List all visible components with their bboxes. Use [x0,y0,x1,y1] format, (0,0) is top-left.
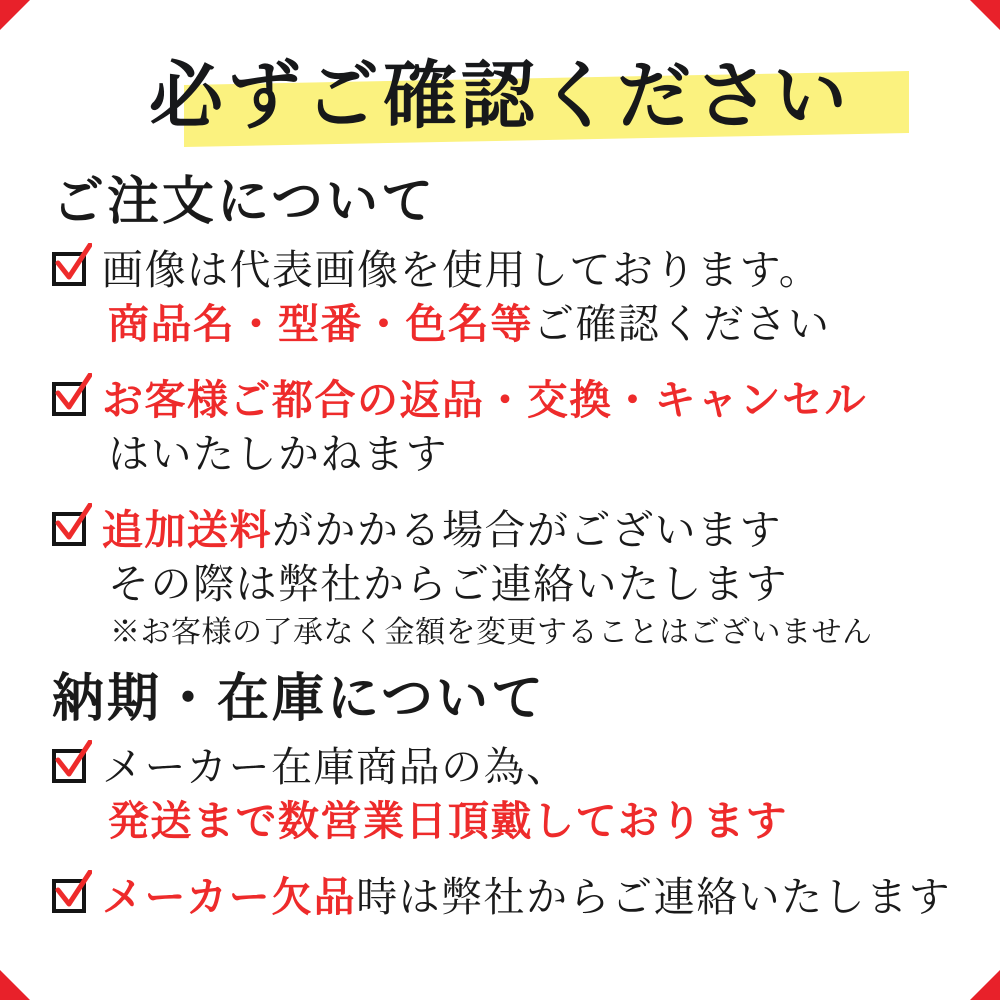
page-title: 必ずご確認ください [149,56,851,138]
item-line [102,503,956,557]
item-line [102,373,956,427]
item-text-red: 発送まで数営業日頂戴しております [108,798,788,845]
item-line [102,557,956,611]
list-item [50,373,956,481]
corner-accent-bottom-left [0,970,30,1000]
list-item [50,243,956,351]
item-text-black: 時は弊社からご連絡いたします [356,874,952,921]
checkbox-checked-icon [50,249,92,291]
item-text-red: お客様ご都合の返品・交換・キャンセル [102,377,867,424]
section-heading-orders: ご注文について [52,174,436,231]
item-text-black: ご確認ください [533,300,831,347]
item-text-black: メーカー在庫商品の為、 [102,744,569,791]
item-line [102,870,956,924]
item-text-black: がかかる場合がございます [272,507,782,554]
item-text-black: 画像は代表画像を使用しております。 [102,246,822,293]
item-text-black: その際は弊社からご連絡いたします [108,561,788,608]
item-line [102,297,956,351]
check-mark-icon [54,870,92,912]
page-title-block [44,40,956,155]
check-mark-icon [54,373,92,415]
item-text-red: 商品名・型番・色名等 [108,300,533,347]
check-mark-icon [54,503,92,545]
checkbox-checked-icon [50,379,92,421]
checkbox-checked-icon [50,509,92,551]
check-mark-icon [54,243,92,285]
item-line [102,243,956,297]
corner-accent-bottom-right [970,970,1000,1000]
check-mark-icon [54,740,92,782]
list-item [50,740,956,848]
corner-accent-top-left [0,0,30,30]
item-line [102,794,956,848]
list-item [50,503,956,652]
item-text-red: メーカー欠品 [102,874,357,921]
section-heading-delivery: 納期・在庫について [52,671,546,729]
item-note: ※お客様の了承なく金額を変更することはございません [110,616,873,650]
item-text-black: はいたしかねます [108,431,448,478]
checkbox-checked-icon [50,746,92,788]
checkbox-checked-icon [50,876,92,918]
list-item [50,870,956,924]
item-line [102,740,956,794]
item-text-red: 追加送料 [102,507,272,554]
item-line [102,427,956,481]
corner-accent-top-right [970,0,1000,30]
